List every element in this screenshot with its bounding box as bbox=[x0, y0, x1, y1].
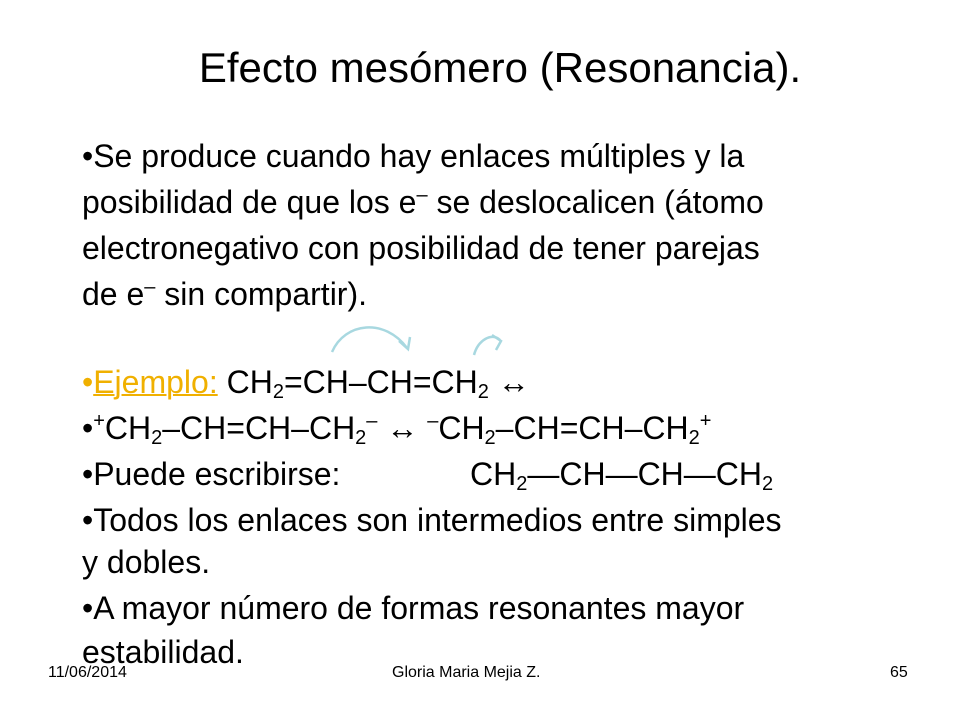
paragraph-line-3: electronegativo con posibilidad de tener parejas bbox=[82, 230, 760, 266]
curved-arrow-head-icon bbox=[492, 335, 501, 350]
charge-superscript: – bbox=[366, 410, 378, 432]
charge-superscript: + bbox=[699, 410, 712, 432]
curved-arrow-head-icon bbox=[399, 337, 410, 349]
write-as-line bbox=[82, 454, 774, 495]
paragraph-line-2 bbox=[82, 182, 764, 222]
paragraph-line-1: •Se produce cuando hay enlaces múltiples y la bbox=[82, 138, 745, 174]
resonance-arrow-icon: ↔ bbox=[377, 410, 428, 446]
formula-part: –CH=CH–CH bbox=[495, 410, 689, 446]
example-line bbox=[82, 362, 530, 402]
electron-charge-superscript: – bbox=[416, 184, 428, 206]
footer-page-number: 65 bbox=[890, 664, 908, 681]
text-span: de e bbox=[82, 276, 145, 312]
formula-part: –CH=CH–CH bbox=[162, 410, 356, 446]
stability-line-2: estabilidad. bbox=[82, 634, 244, 670]
footer-author: Gloria Maria Mejia Z. bbox=[392, 664, 541, 681]
formula-subscript: 2 bbox=[272, 381, 284, 403]
bullet: • bbox=[82, 410, 94, 446]
ejemplo-label: Ejemplo: bbox=[93, 364, 218, 400]
text-span: posibilidad de que los e bbox=[82, 184, 417, 220]
formula-part: CH bbox=[470, 456, 517, 492]
curved-arrow-icon bbox=[332, 327, 407, 352]
footer-date: 11/06/2014 bbox=[48, 664, 127, 681]
formula-part: CH bbox=[217, 364, 273, 400]
formula-subscript: 2 bbox=[484, 427, 496, 449]
bullet: • bbox=[82, 364, 94, 400]
paragraph-line-4 bbox=[82, 274, 367, 314]
formula-subscript: 2 bbox=[151, 427, 163, 449]
formula-subscript: 2 bbox=[762, 473, 774, 495]
formula-part: CH bbox=[438, 410, 485, 446]
electron-charge-superscript: – bbox=[144, 276, 156, 298]
stability-line-1: •A mayor número de formas resonantes mayor bbox=[82, 590, 745, 626]
curved-arrow-icon bbox=[474, 337, 500, 355]
formula-part: =CH–CH=CH bbox=[283, 364, 478, 400]
hybrid-formula bbox=[470, 454, 773, 494]
charge-superscript: – bbox=[427, 410, 439, 432]
text-span: sin compartir). bbox=[155, 276, 367, 312]
formula-subscript: 2 bbox=[688, 427, 700, 449]
text-span: se deslocalicen (átomo bbox=[427, 184, 764, 220]
charge-superscript: + bbox=[93, 410, 105, 432]
bonds-line-2: y dobles. bbox=[82, 544, 211, 580]
resonance-forms-line bbox=[82, 408, 711, 448]
formula-subscript: 2 bbox=[516, 473, 528, 495]
formula-subscript: 2 bbox=[477, 381, 489, 403]
slide-title: Efecto mesómero (Resonancia). bbox=[198, 44, 802, 91]
resonance-arrow-icon: ↔ bbox=[488, 364, 530, 400]
write-as-label: •Puede escribirse: bbox=[82, 456, 341, 492]
formula-part: CH bbox=[104, 410, 152, 446]
formula-part: —CH—CH—CH bbox=[527, 456, 762, 492]
bonds-line-1: •Todos los enlaces son intermedios entre simples bbox=[82, 502, 782, 538]
formula-subscript: 2 bbox=[355, 427, 367, 449]
